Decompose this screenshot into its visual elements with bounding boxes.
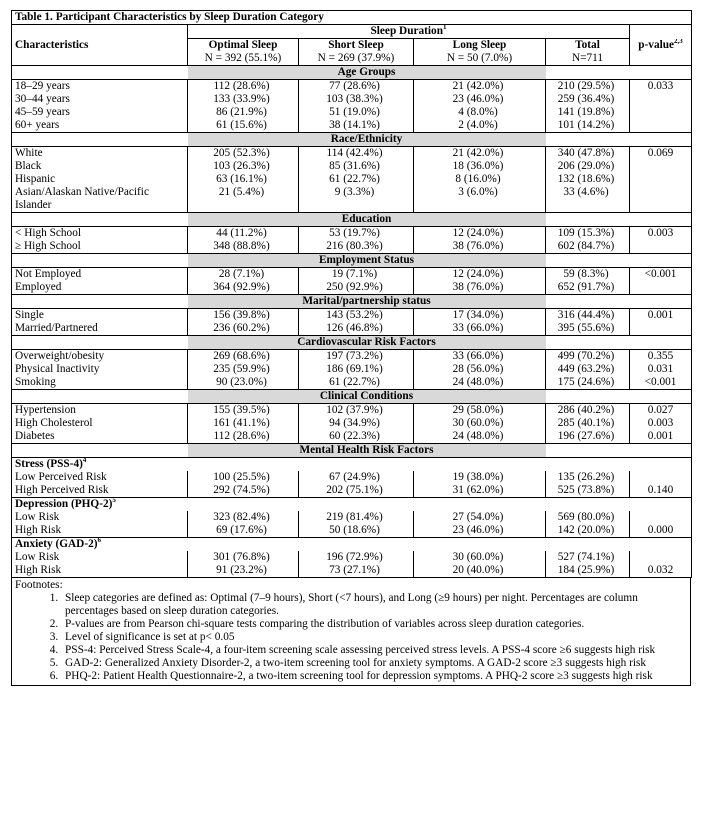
table-row [12, 240, 692, 254]
table-row [12, 80, 692, 94]
cell-short: 51 (19.0%) [299, 106, 414, 119]
section-header: Marital/partnership status [188, 295, 546, 309]
cell-short: 60 (22.3%) [299, 430, 414, 444]
section-spacer-right [546, 254, 692, 268]
cell-label: Hispanic [12, 173, 188, 186]
footnote-item: 4. PSS-4: Perceived Stress Scale-4, a four-item screening scale assessing perceived stress levels. A PSS-4 score ≥6 suggests high risk [61, 644, 687, 657]
section-header: Education [188, 213, 546, 227]
cell-long: 38 (76.0%) [414, 240, 546, 254]
cell-label: High Perceived Risk [12, 484, 188, 498]
cell-long: 31 (62.0%) [414, 484, 546, 498]
cell-label: Hypertension [12, 404, 188, 418]
n-blank-p [630, 52, 692, 66]
cell-p: 0.001 [630, 309, 692, 323]
cell-total: 285 (40.1%) [546, 417, 630, 430]
cell-optimal: 161 (41.1%) [188, 417, 299, 430]
cell-short: 186 (69.1%) [299, 363, 414, 376]
cell-label: Low Perceived Risk [12, 471, 188, 484]
footnote-item: 6. PHQ-2: Patient Health Questionnaire-2, a two-item screening tool for depression symptoms. A PHQ-2 score ≥3 suggests high risk [61, 670, 687, 683]
cell-short: 77 (28.6%) [299, 80, 414, 94]
table-row [12, 524, 692, 538]
cell-p [630, 551, 692, 564]
col-pvalue: p-value$^{2,3}$ [630, 39, 692, 53]
cell-short: 61 (22.7%) [299, 173, 414, 186]
cell-total: 142 (20.0%) [546, 524, 630, 538]
table-row [12, 430, 692, 444]
table-container [11, 10, 691, 686]
cell-optimal: 364 (92.9%) [188, 281, 299, 295]
cell-short: 219 (81.4%) [299, 511, 414, 524]
cell-p [630, 281, 692, 295]
cell-p: 0.001 [630, 430, 692, 444]
n-blank [12, 52, 188, 66]
cell-total: 135 (26.2%) [546, 471, 630, 484]
cell-p [630, 173, 692, 186]
cell-label: Single [12, 309, 188, 323]
cell-p [630, 106, 692, 119]
cell-p [630, 93, 692, 106]
cell-optimal: 103 (26.3%) [188, 160, 299, 173]
cell-optimal: 21 (5.4%) [188, 186, 299, 213]
section-spacer-right [546, 133, 692, 147]
table-row [12, 173, 692, 186]
cell-total: 141 (19.8%) [546, 106, 630, 119]
cell-optimal: 269 (68.6%) [188, 350, 299, 364]
subsection-row [12, 498, 692, 512]
cell-optimal: 91 (23.2%) [188, 564, 299, 578]
table-row [12, 350, 692, 364]
n-total: N=711 [546, 52, 630, 66]
cell-p: 0.031 [630, 363, 692, 376]
table-row [12, 119, 692, 133]
cell-optimal: 301 (76.8%) [188, 551, 299, 564]
cell-label: Married/Partnered [12, 322, 188, 336]
cell-short: 73 (27.1%) [299, 564, 414, 578]
section-spacer [12, 66, 188, 80]
cell-label: Overweight/obesity [12, 350, 188, 364]
cell-optimal: 323 (82.4%) [188, 511, 299, 524]
cell-long: 21 (42.0%) [414, 80, 546, 94]
cell-total: 316 (44.4%) [546, 309, 630, 323]
cell-p: 0.003 [630, 227, 692, 241]
cell-long: 30 (60.0%) [414, 551, 546, 564]
cell-label: Low Risk [12, 551, 188, 564]
cell-label: 18–29 years [12, 80, 188, 94]
cell-optimal: 156 (39.8%) [188, 309, 299, 323]
section-spacer-right [546, 66, 692, 80]
section-spacer-right [546, 390, 692, 404]
section-spacer-right [546, 336, 692, 350]
cell-total: 499 (70.2%) [546, 350, 630, 364]
cell-short: 143 (53.2%) [299, 309, 414, 323]
cell-short: 197 (73.2%) [299, 350, 414, 364]
cell-total: 59 (8.3%) [546, 268, 630, 282]
cell-p: 0.032 [630, 564, 692, 578]
table-row [12, 106, 692, 119]
cell-p [630, 322, 692, 336]
cell-total: 286 (40.2%) [546, 404, 630, 418]
footnote-item: 3. Level of significance is set at p< 0.05 [61, 631, 687, 644]
cell-label: High Risk [12, 564, 188, 578]
col-long: Long Sleep [414, 39, 546, 53]
cell-label: Smoking [12, 376, 188, 390]
table-row [12, 147, 692, 161]
cell-p: 0.140 [630, 484, 692, 498]
cell-p [630, 471, 692, 484]
section-spacer [12, 213, 188, 227]
cell-long: 23 (46.0%) [414, 524, 546, 538]
cell-optimal: 205 (52.3%) [188, 147, 299, 161]
cell-long: 38 (76.0%) [414, 281, 546, 295]
cell-total: 569 (80.0%) [546, 511, 630, 524]
cell-optimal: 69 (17.6%) [188, 524, 299, 538]
cell-label: Low Risk [12, 511, 188, 524]
cell-label: 45–59 years [12, 106, 188, 119]
cell-optimal: 112 (28.6%) [188, 80, 299, 94]
col-optimal: Optimal Sleep [188, 39, 299, 53]
cell-long: 3 (6.0%) [414, 186, 546, 213]
cell-short: 50 (18.6%) [299, 524, 414, 538]
cell-label: Black [12, 160, 188, 173]
cell-long: 12 (24.0%) [414, 227, 546, 241]
cell-p: <0.001 [630, 268, 692, 282]
sleep-duration-spanner: Sleep Duration$^1$ [188, 25, 630, 39]
cell-optimal: 292 (74.5%) [188, 484, 299, 498]
section-header: Mental Health Risk Factors [188, 444, 546, 458]
cell-p: 0.003 [630, 417, 692, 430]
cell-short: 19 (7.1%) [299, 268, 414, 282]
cell-p [630, 240, 692, 254]
cell-optimal: 63 (16.1%) [188, 173, 299, 186]
footnotes [11, 578, 691, 686]
footnotes-label: Footnotes: [15, 579, 63, 591]
section-spacer [12, 254, 188, 268]
table-row [12, 511, 692, 524]
cell-p [630, 119, 692, 133]
table-row [12, 417, 692, 430]
cell-p [630, 511, 692, 524]
cell-long: 24 (48.0%) [414, 376, 546, 390]
cell-label: ≥ High School [12, 240, 188, 254]
cell-long: 21 (42.0%) [414, 147, 546, 161]
n-optimal: N = 392 (55.1%) [188, 52, 299, 66]
section-spacer [12, 390, 188, 404]
header-blank-right [630, 25, 692, 39]
cell-total: 175 (24.6%) [546, 376, 630, 390]
cell-long: 19 (38.0%) [414, 471, 546, 484]
cell-total: 210 (29.5%) [546, 80, 630, 94]
cell-label: Not Employed [12, 268, 188, 282]
subsection-row [12, 458, 692, 472]
cell-total: 132 (18.6%) [546, 173, 630, 186]
cell-p [630, 160, 692, 173]
cell-long: 18 (36.0%) [414, 160, 546, 173]
cell-short: 103 (38.3%) [299, 93, 414, 106]
section-spacer-right [546, 213, 692, 227]
cell-total: 340 (47.8%) [546, 147, 630, 161]
cell-optimal: 112 (28.6%) [188, 430, 299, 444]
cell-optimal: 28 (7.1%) [188, 268, 299, 282]
cell-long: 23 (46.0%) [414, 93, 546, 106]
col-total: Total [546, 39, 630, 53]
cell-label: Asian/Alaskan Native/Pacific Islander [12, 186, 188, 213]
cell-short: 126 (46.8%) [299, 322, 414, 336]
cell-label: < High School [12, 227, 188, 241]
section-spacer-right [546, 295, 692, 309]
table-row [12, 268, 692, 282]
cell-short: 38 (14.1%) [299, 119, 414, 133]
cell-optimal: 90 (23.0%) [188, 376, 299, 390]
table-row [12, 551, 692, 564]
cell-p [630, 186, 692, 213]
section-spacer [12, 133, 188, 147]
characteristics-table [11, 10, 692, 578]
cell-p: <0.001 [630, 376, 692, 390]
cell-short: 94 (34.9%) [299, 417, 414, 430]
cell-long: 24 (48.0%) [414, 430, 546, 444]
cell-optimal: 236 (60.2%) [188, 322, 299, 336]
table-row [12, 404, 692, 418]
subsection-title: Depression $(PHQ-2)^5$ [12, 498, 692, 512]
cell-optimal: 44 (11.2%) [188, 227, 299, 241]
cell-short: 53 (19.7%) [299, 227, 414, 241]
cell-long: 29 (58.0%) [414, 404, 546, 418]
cell-p: 0.355 [630, 350, 692, 364]
col-characteristics: Characteristics [12, 39, 188, 53]
cell-total: 184 (25.9%) [546, 564, 630, 578]
subsection-row [12, 538, 692, 552]
cell-label: Diabetes [12, 430, 188, 444]
cell-total: 449 (63.2%) [546, 363, 630, 376]
cell-label: High Cholesterol [12, 417, 188, 430]
cell-optimal: 348 (88.8%) [188, 240, 299, 254]
cell-long: 8 (16.0%) [414, 173, 546, 186]
table-row [12, 160, 692, 173]
cell-long: 20 (40.0%) [414, 564, 546, 578]
cell-short: 114 (42.4%) [299, 147, 414, 161]
section-spacer-right [546, 444, 692, 458]
cell-long: 17 (34.0%) [414, 309, 546, 323]
cell-total: 33 (4.6%) [546, 186, 630, 213]
table-row [12, 564, 692, 578]
cell-label: Physical Inactivity [12, 363, 188, 376]
section-header: Clinical Conditions [188, 390, 546, 404]
cell-long: 4 (8.0%) [414, 106, 546, 119]
cell-label: High Risk [12, 524, 188, 538]
cell-short: 196 (72.9%) [299, 551, 414, 564]
cell-short: 85 (31.6%) [299, 160, 414, 173]
cell-total: 527 (74.1%) [546, 551, 630, 564]
table-row [12, 363, 692, 376]
cell-long: 28 (56.0%) [414, 363, 546, 376]
section-spacer [12, 336, 188, 350]
cell-short: 202 (75.1%) [299, 484, 414, 498]
table-row [12, 93, 692, 106]
cell-optimal: 100 (25.5%) [188, 471, 299, 484]
footnote-item: 5. GAD-2: Generalized Anxiety Disorder-2, a two-item screening tool for anxiety symptoms. A GAD-2 score ≥3 suggests high risk [61, 657, 687, 670]
cell-label: Employed [12, 281, 188, 295]
table-row [12, 309, 692, 323]
cell-long: 33 (66.0%) [414, 350, 546, 364]
table-title: Table 1. Participant Characteristics by Sleep Duration Category [12, 11, 692, 25]
cell-short: 216 (80.3%) [299, 240, 414, 254]
section-header: Age Groups [188, 66, 546, 80]
section-header: Employment Status [188, 254, 546, 268]
cell-total: 259 (36.4%) [546, 93, 630, 106]
cell-label: 30–44 years [12, 93, 188, 106]
cell-long: 30 (60.0%) [414, 417, 546, 430]
table-row [12, 484, 692, 498]
cell-short: 9 (3.3%) [299, 186, 414, 213]
cell-optimal: 235 (59.9%) [188, 363, 299, 376]
cell-total: 109 (15.3%) [546, 227, 630, 241]
n-long: N = 50 (7.0%) [414, 52, 546, 66]
cell-long: 2 (4.0%) [414, 119, 546, 133]
cell-total: 206 (29.0%) [546, 160, 630, 173]
cell-p: 0.027 [630, 404, 692, 418]
table-row [12, 376, 692, 390]
cell-long: 33 (66.0%) [414, 322, 546, 336]
cell-label: White [12, 147, 188, 161]
cell-short: 250 (92.9%) [299, 281, 414, 295]
cell-long: 12 (24.0%) [414, 268, 546, 282]
cell-short: 102 (37.9%) [299, 404, 414, 418]
cell-optimal: 61 (15.6%) [188, 119, 299, 133]
table-row [12, 227, 692, 241]
col-short: Short Sleep [299, 39, 414, 53]
table-row [12, 186, 692, 213]
footnote-item: 2. P-values are from Pearson chi-square tests comparing the distribution of variables across sleep duration categories. [61, 618, 687, 631]
cell-optimal: 86 (21.9%) [188, 106, 299, 119]
cell-label: 60+ years [12, 119, 188, 133]
subsection-title: Stress $(PSS-4)^4$ [12, 458, 692, 472]
header-blank [12, 25, 188, 39]
cell-total: 196 (27.6%) [546, 430, 630, 444]
cell-total: 602 (84.7%) [546, 240, 630, 254]
section-spacer [12, 295, 188, 309]
cell-short: 67 (24.9%) [299, 471, 414, 484]
cell-total: 525 (73.8%) [546, 484, 630, 498]
table-row [12, 281, 692, 295]
table-row [12, 322, 692, 336]
section-header: Race/Ethnicity [188, 133, 546, 147]
cell-p: 0.033 [630, 80, 692, 94]
cell-long: 27 (54.0%) [414, 511, 546, 524]
cell-short: 61 (22.7%) [299, 376, 414, 390]
n-short: N = 269 (37.9%) [299, 52, 414, 66]
cell-total: 395 (55.6%) [546, 322, 630, 336]
section-spacer [12, 444, 188, 458]
footnote-item: 1. Sleep categories are defined as: Optimal (7–9 hours), Short (<7 hours), and Long (≥9 hours) per night. Percentages are column percentages based on sleep duration categories. [61, 592, 687, 618]
table-row [12, 471, 692, 484]
cell-total: 101 (14.2%) [546, 119, 630, 133]
cell-p: 0.069 [630, 147, 692, 161]
section-header: Cardiovascular Risk Factors [188, 336, 546, 350]
cell-optimal: 155 (39.5%) [188, 404, 299, 418]
cell-total: 652 (91.7%) [546, 281, 630, 295]
cell-optimal: 133 (33.9%) [188, 93, 299, 106]
subsection-title: Anxiety $(GAD-2)^6$ [12, 538, 692, 552]
footnote-list [15, 592, 687, 683]
cell-p: 0.000 [630, 524, 692, 538]
